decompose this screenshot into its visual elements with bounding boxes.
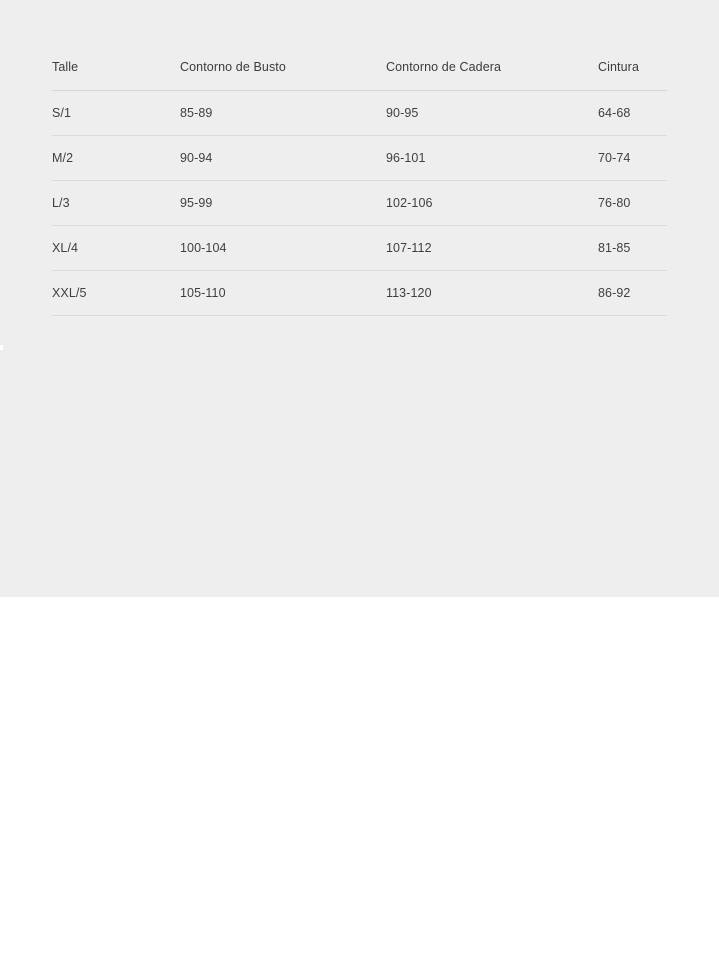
panel-edge-notch bbox=[0, 345, 3, 350]
cell-bust: 105-110 bbox=[180, 271, 386, 316]
cell-bust: 100-104 bbox=[180, 226, 386, 271]
cell-waist: 76-80 bbox=[598, 181, 667, 226]
table-row bbox=[52, 271, 667, 316]
table-row bbox=[52, 226, 667, 271]
table-header bbox=[52, 60, 667, 91]
column-header-contorno-de-busto: Contorno de Busto bbox=[180, 60, 286, 74]
cell-waist: 70-74 bbox=[598, 136, 667, 181]
table-body bbox=[52, 91, 667, 316]
table-header-row bbox=[52, 60, 667, 91]
cell-hip: 113-120 bbox=[386, 271, 598, 316]
size-chart-table bbox=[52, 60, 667, 316]
table-row bbox=[52, 136, 667, 181]
cell-hip: 107-112 bbox=[386, 226, 598, 271]
cell-waist: 86-92 bbox=[598, 271, 667, 316]
cell-waist: 64-68 bbox=[598, 91, 667, 136]
table-row bbox=[52, 91, 667, 136]
column-header-contorno-de-cadera: Contorno de Cadera bbox=[386, 60, 502, 74]
cell-hip: 102-106 bbox=[386, 181, 598, 226]
table-row bbox=[52, 181, 667, 226]
cell-size: L/3 bbox=[52, 181, 180, 226]
cell-size: M/2 bbox=[52, 136, 180, 181]
column-header-talle: Talle bbox=[52, 60, 79, 74]
cell-bust: 85-89 bbox=[180, 91, 386, 136]
cell-size: XXL/5 bbox=[52, 271, 180, 316]
cell-hip: 96-101 bbox=[386, 136, 598, 181]
cell-bust: 95-99 bbox=[180, 181, 386, 226]
cell-size: S/1 bbox=[52, 91, 180, 136]
cell-bust: 90-94 bbox=[180, 136, 386, 181]
cell-hip: 90-95 bbox=[386, 91, 598, 136]
cell-waist: 81-85 bbox=[598, 226, 667, 271]
blank-area-below-panel bbox=[0, 597, 719, 959]
column-header-cintura: Cintura bbox=[598, 60, 639, 74]
cell-size: XL/4 bbox=[52, 226, 180, 271]
